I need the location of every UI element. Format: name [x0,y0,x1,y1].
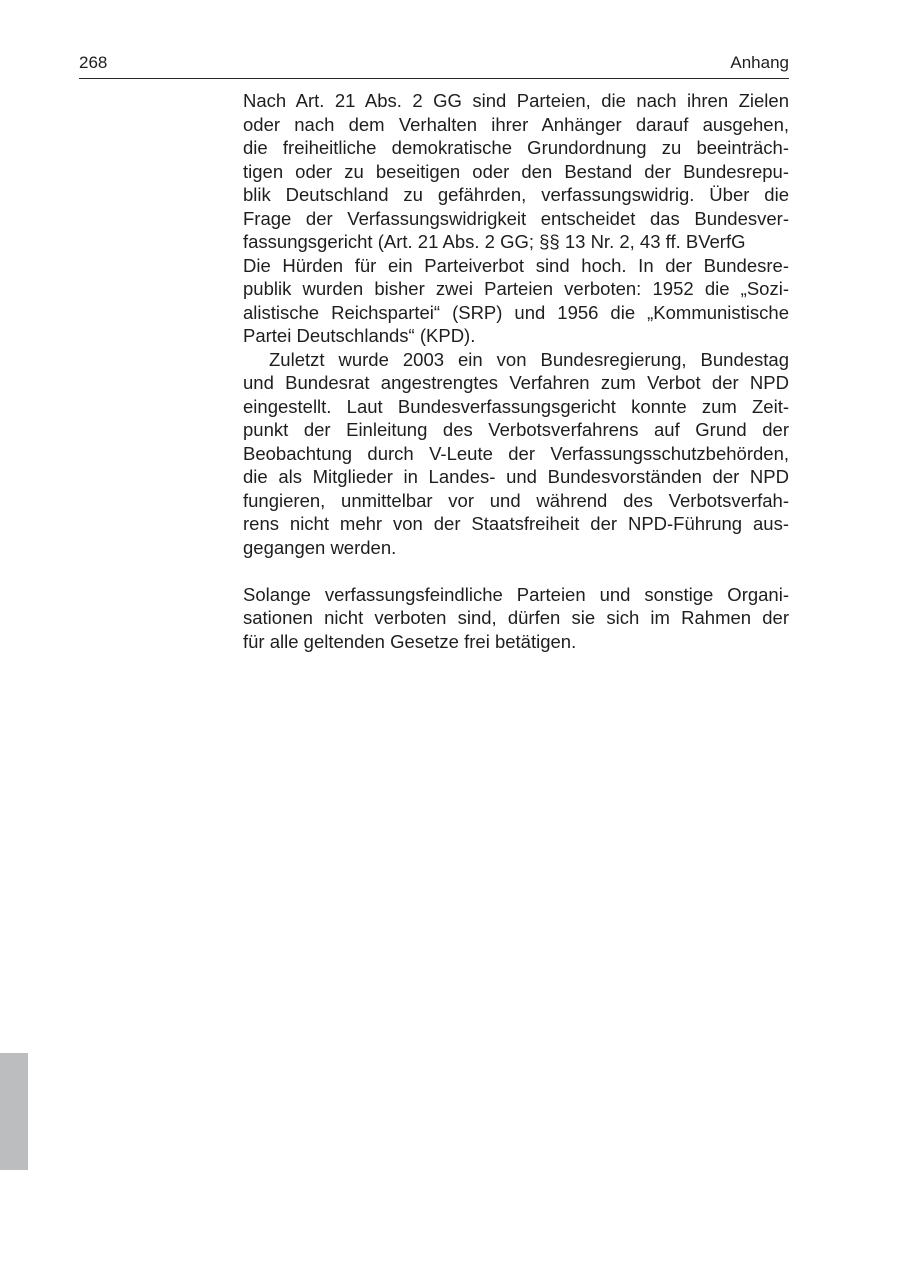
text-line: rens nicht mehr von der Staatsfreiheit der NPD-Führung aus- [243,513,789,534]
text-line: blik Deutschland zu gefährden, verfassungswidrig. Über die [243,184,789,205]
text-line: alistische Reichspartei“ (SRP) und 1956 die „Kommunistische [243,301,789,323]
text-line: die freiheitliche demokratische Grundordnung zu beeinträch- [243,137,789,158]
text-line: punkt der Einleitung des Verbotsverfahrens auf Grund der [243,419,789,440]
paragraph-organizations [243,583,789,654]
body-text [243,89,789,653]
text-line: eingestellt. Laut Bundesverfassungsgericht konnte zum Zeit- [243,395,789,417]
text-line: publik wurden bisher zwei Parteien verboten: 1952 die „Sozi- [243,278,789,299]
text-line: sationen nicht verboten sind, dürfen sie sich im Rahmen der [243,607,789,628]
page-number: 268 [79,53,108,72]
thumb-index-tab [0,1053,28,1170]
text-line: Zuletzt wurde 2003 ein von Bundesregierung, Bundestag [269,348,789,370]
text-line: Partei Deutschlands“ (KPD). [243,325,476,346]
text-line: Solange verfassungsfeindliche Parteien und sonstige Organi- [243,583,789,605]
text-line: Nach Art. 21 Abs. 2 GG sind Parteien, die nach ihren Zielen [243,90,789,111]
paragraph-npd-procedure [243,348,789,560]
page-header [79,52,789,79]
running-head: Anhang [730,53,789,72]
text-line: die als Mitglieder in Landes- und Bundesvorständen der NPD [243,466,789,487]
text-line: Frage der Verfassungswidrigkeit entscheidet das Bundesver- [243,207,789,229]
paragraph-spacer [243,559,789,583]
text-line: für alle geltenden Gesetze frei betätigen. [243,630,577,652]
text-line: oder nach dem Verhalten ihrer Anhänger darauf ausgehen, [243,113,789,135]
text-line: gegangen werden. [243,536,397,558]
text-line: Die Hürden für ein Parteiverbot sind hoch. In der Bundesre- [243,254,789,276]
text-line: tigen oder zu beseitigen oder den Bestand der Bundesrepu- [243,160,789,182]
text-line: fungieren, unmittelbar vor und während des Verbotsverfah- [243,489,789,511]
paragraph-party-ban [243,89,789,348]
text-line: fassungsgericht (Art. 21 Abs. 2 GG; §§ 13 Nr. 2, 43 ff. BVerfG [243,231,746,252]
text-line: Beobachtung durch V-Leute der Verfassungsschutzbehörden, [243,442,789,464]
text-line: und Bundesrat angestrengtes Verfahren zum Verbot der NPD [243,372,789,393]
